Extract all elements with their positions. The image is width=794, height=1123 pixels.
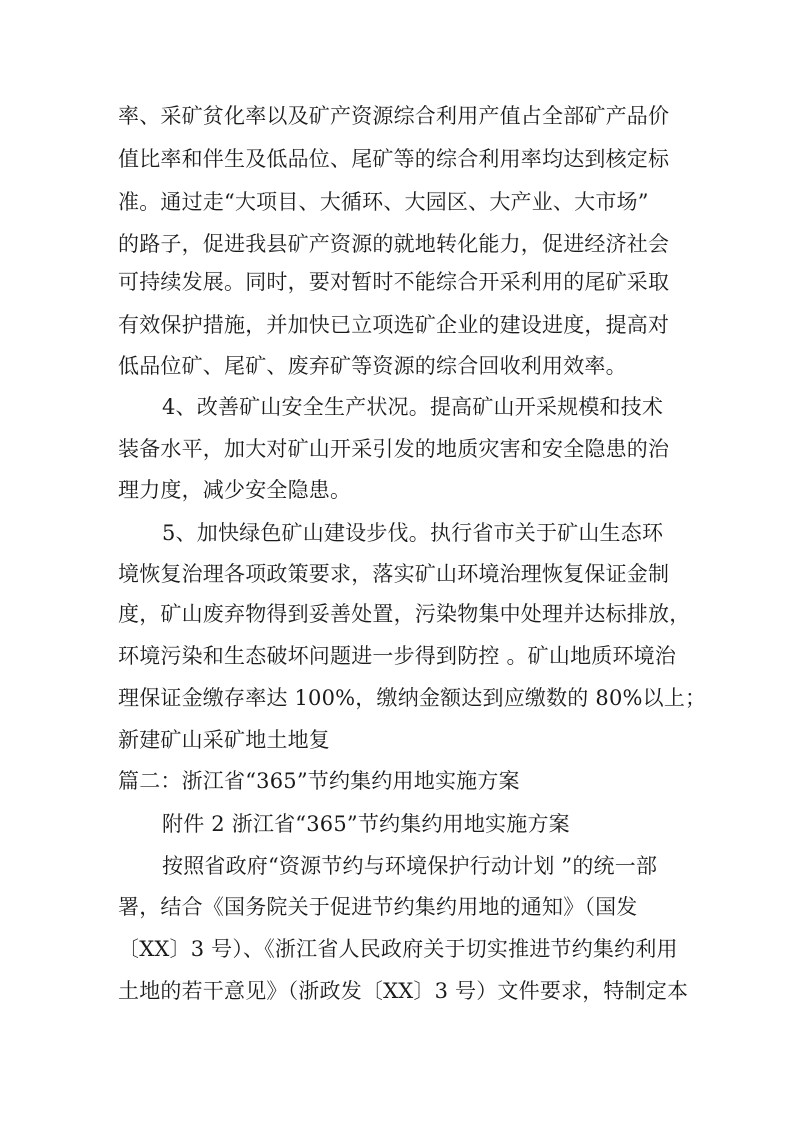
- text-line: 〔XX〕3 号）、《浙江省人民政府关于切实推进节约集约利用: [118, 937, 678, 961]
- text-line: 低品位矿、尾矿、废弃矿等资源的综合回收利用效率。: [118, 354, 627, 378]
- text-line: 理力度，减少安全隐患。: [118, 478, 352, 502]
- text-line: 境恢复治理各项政策要求，落实矿山环境治理恢复保证金制: [118, 562, 670, 586]
- paragraph-first-line: 按照省政府“资源节约与环境保护行动计划 ”的统一部: [162, 854, 658, 878]
- text-line: 值比率和伴生及低品位、尾矿等的综合利用率均达到核定标: [118, 147, 670, 171]
- text-line: 署，结合《国务院关于促进节约集约用地的通知》（国发: [118, 895, 638, 919]
- text-line: 准。通过走“大项目、大循环、大园区、大产业、大市场”: [118, 190, 649, 214]
- paragraph-first-line: 5、加快绿色矿山建设步伐。执行省市关于矿山生态环: [162, 521, 664, 545]
- text-line: 理保证金缴存率达 100%，缴纳金额达到应缴数的 80%以上；: [118, 686, 707, 710]
- text-line: 可持续发展。同时，要对暂时不能综合开采利用的尾矿采取: [118, 270, 670, 294]
- attachment-title: 附件 2 浙江省“365”节约集约用地实施方案: [162, 812, 570, 836]
- text-line: 新建矿山采矿地土地复: [118, 728, 330, 752]
- section-heading: 篇二：浙江省“365”节约集约用地实施方案: [118, 769, 520, 793]
- text-line: 率、采矿贫化率以及矿产资源综合利用产值占全部矿产品价: [118, 104, 670, 128]
- paragraph-first-line: 4、改善矿山安全生产状况。提高矿山开采规模和技术: [162, 395, 664, 419]
- text-line: 有效保护措施，并加快已立项选矿企业的建设进度，提高对: [118, 313, 670, 337]
- text-line: 装备水平，加大对矿山开采引发的地质灾害和安全隐患的治: [118, 437, 670, 461]
- text-line: 度，矿山废弃物得到妥善处置，污染物集中处理并达标排放，: [118, 602, 691, 626]
- text-line: 环境污染和生态破坏问题进一步得到防控 。矿山地质环境治: [118, 644, 677, 668]
- text-line: 的路子，促进我县矿产资源的就地转化能力，促进经济社会: [118, 232, 670, 256]
- text-line: 土地的若干意见》（浙政发〔XX〕3 号）文件要求，特制定本: [118, 979, 689, 1003]
